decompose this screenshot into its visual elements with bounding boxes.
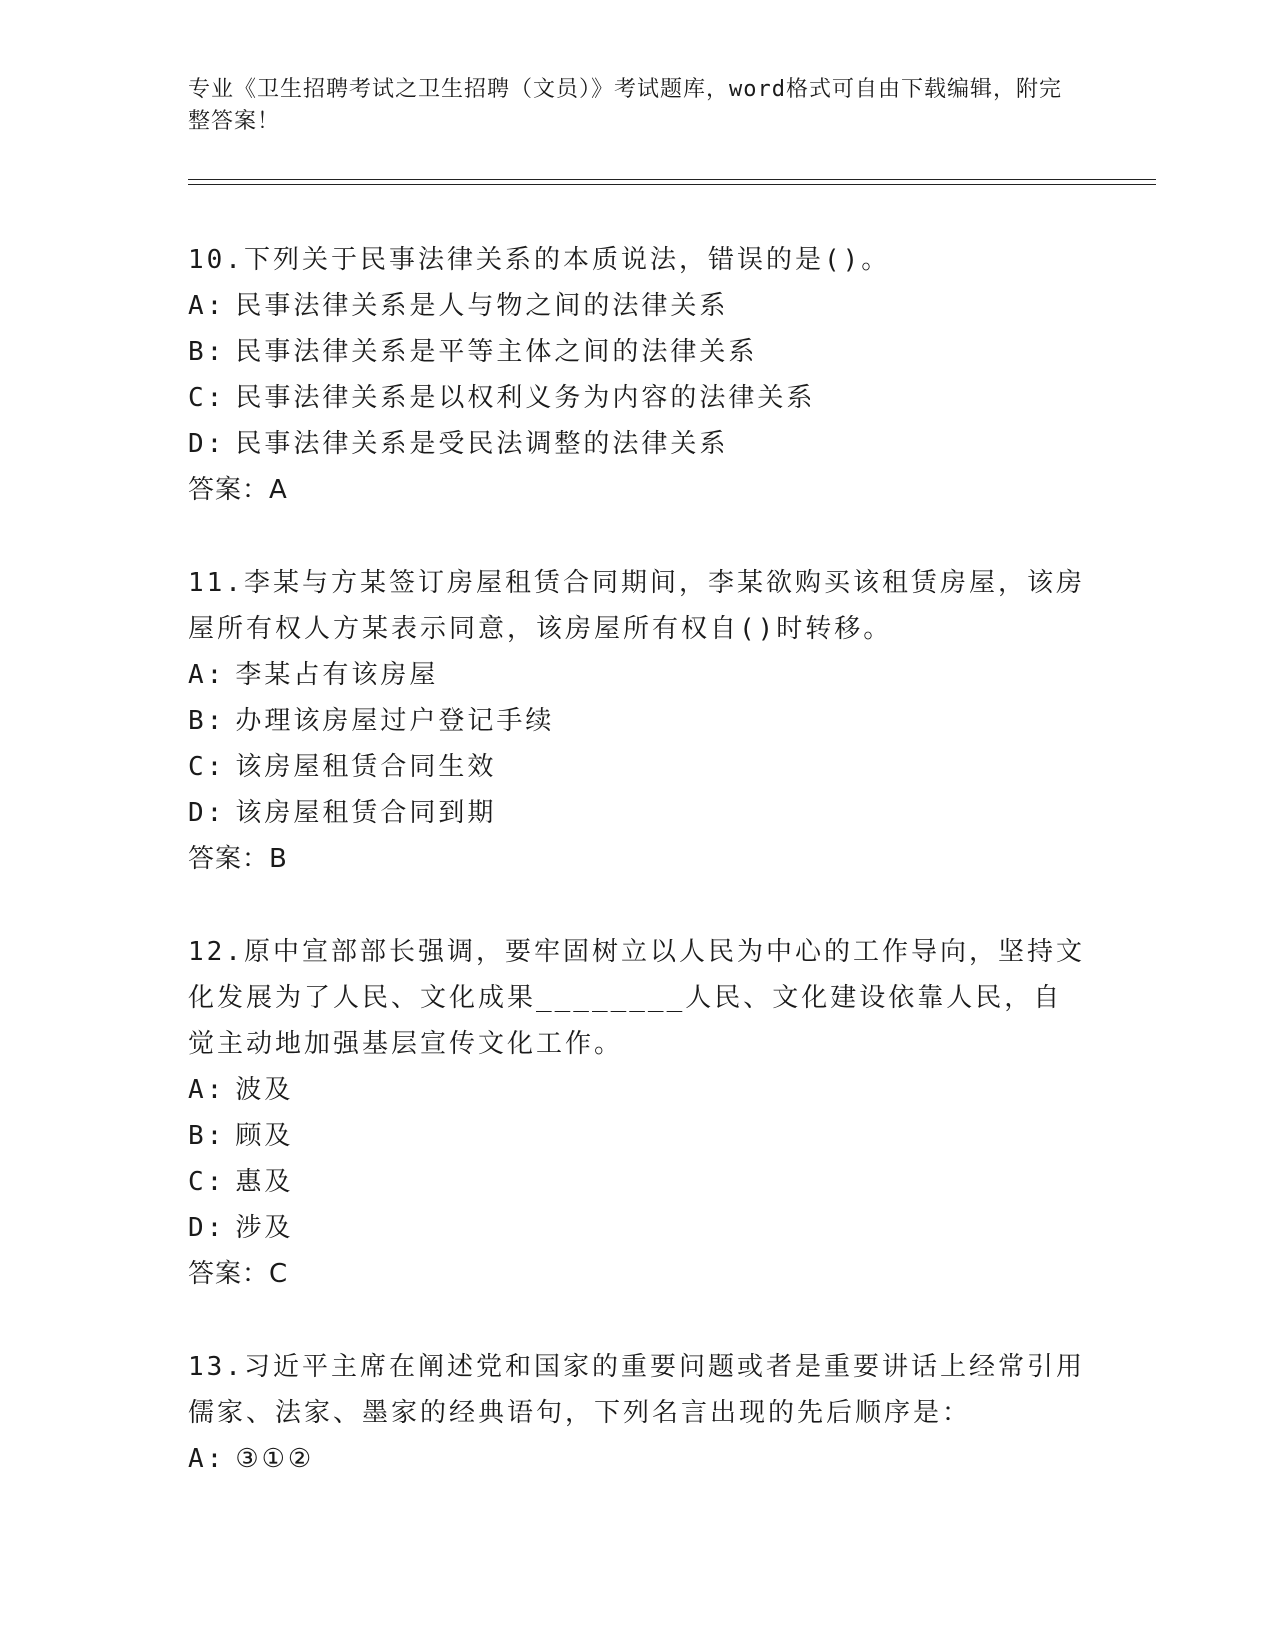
- option-text: 民事法律关系是平等主体之间的法律关系: [235, 337, 758, 367]
- question-list: [188, 237, 1088, 1529]
- header-divider-top: [188, 179, 1156, 180]
- option-text: 李某占有该房屋: [235, 660, 439, 690]
- header-divider-bottom: [188, 184, 1156, 185]
- question-stem: 11.李某与方某签订房屋租赁合同期间，李某欲购买该租赁房屋，该房屋所有权人方某表示同意，该房屋所有权自()时转移。: [188, 568, 1085, 644]
- option-b: [188, 329, 1088, 375]
- option-key: A:: [188, 291, 226, 321]
- option-c: [188, 1159, 1088, 1205]
- question-stem: 13.习近平主席在阐述党和国家的重要问题或者是重要讲话上经常引用儒家、法家、墨家的经典语句，下列名言出现的先后顺序是：: [188, 1352, 1085, 1428]
- question-stem: 12.原中宣部部长强调，要牢固树立以人民为中心的工作导向，坚持文化发展为了人民、文化成果________人民、文化建设依靠人民，自觉主动地加强基层宣传文化工作。: [188, 937, 1085, 1059]
- option-text: ③①②: [235, 1444, 315, 1474]
- answer: 答案：C: [188, 1259, 289, 1289]
- option-key: B:: [188, 1121, 226, 1151]
- option-key: D:: [188, 429, 226, 459]
- option-b: [188, 1113, 1088, 1159]
- question-10: [188, 237, 1088, 513]
- option-key: B:: [188, 337, 226, 367]
- option-text: 该房屋租赁合同生效: [235, 752, 497, 782]
- question-stem: 10.下列关于民事法律关系的本质说法，错误的是()。: [188, 245, 891, 275]
- option-text: 民事法律关系是以权利义务为内容的法律关系: [235, 383, 816, 413]
- document-header: 专业《卫生招聘考试之卫生招聘（文员）》考试题库，word格式可自由下载编辑，附完整答案！: [188, 77, 1062, 134]
- option-c: [188, 375, 1088, 421]
- answer: 答案：A: [188, 475, 288, 505]
- option-d: [188, 421, 1088, 467]
- question-13: [188, 1344, 1088, 1482]
- option-text: 惠及: [235, 1167, 294, 1197]
- option-text: 顾及: [235, 1121, 294, 1151]
- option-key: B:: [188, 706, 226, 736]
- option-a: [188, 652, 1088, 698]
- answer: 答案：B: [188, 844, 288, 874]
- option-text: 涉及: [235, 1213, 294, 1243]
- option-text: 该房屋租赁合同到期: [235, 798, 497, 828]
- option-a: [188, 1436, 1088, 1482]
- option-text: 办理该房屋过户登记手续: [235, 706, 555, 736]
- option-key: A:: [188, 660, 226, 690]
- question-12: [188, 929, 1088, 1297]
- option-a: [188, 283, 1088, 329]
- option-key: C:: [188, 752, 226, 782]
- option-key: A:: [188, 1075, 226, 1105]
- option-key: D:: [188, 1213, 226, 1243]
- question-11: [188, 560, 1088, 882]
- option-d: [188, 790, 1088, 836]
- option-key: C:: [188, 383, 226, 413]
- option-text: 民事法律关系是受民法调整的法律关系: [235, 429, 729, 459]
- option-d: [188, 1205, 1088, 1251]
- option-c: [188, 744, 1088, 790]
- option-text: 波及: [235, 1075, 294, 1105]
- option-key: C:: [188, 1167, 226, 1197]
- option-text: 民事法律关系是人与物之间的法律关系: [235, 291, 729, 321]
- option-b: [188, 698, 1088, 744]
- option-a: [188, 1067, 1088, 1113]
- option-key: D:: [188, 798, 226, 828]
- option-key: A:: [188, 1444, 226, 1474]
